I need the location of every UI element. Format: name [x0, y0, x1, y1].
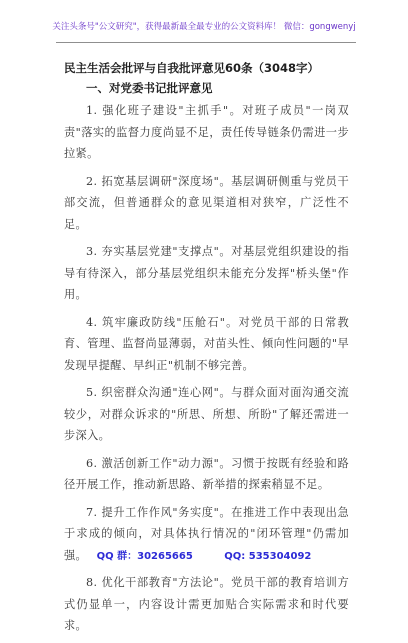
header-divider: [56, 42, 356, 43]
document-title: 民主生活会批评与自我批评意见60条（3048字）: [64, 61, 320, 75]
header-banner: 关注头条号"公文研究"，获得最新最全最专业的公文资料库！ 微信：gongwenyj: [52, 22, 356, 32]
list-item: 1. 强化班子建设"主抓手"。对班子成员"一岗双责"落实的监督力度尚显不足，责任传导链条仍需进一步拉紧。: [64, 104, 349, 160]
list-item: 8. 优化干部教育"方法论"。党员干部的教育培训方式仍显单一，内容设计需更加贴合实际需求和时代要求。: [64, 576, 349, 632]
list-item: 5. 织密群众沟通"连心网"。与群众面对面沟通交流较少，对群众诉求的"所思、所想、所盼"了解还需进一步深入。: [64, 386, 349, 442]
list-item: 4. 筑牢廉政防线"压舱石"。对党员干部的日常教育、管理、监督尚显薄弱，对苗头性、倾向性问题的"早发现早提醒、早纠正"机制不够完善。: [64, 315, 349, 372]
list-item: 6. 激活创新工作"动力源"。习惯于按既有经验和路径开展工作，推动新思路、新举措的探索稍显不足。: [64, 456, 349, 491]
list-item: 7. 提升工作作风"务实度"。在推进工作中表现出急于求成的倾向，对具体执行情况的"闭环管理"仍需加强。: [64, 505, 349, 562]
footer-qq: QQ: 535304092: [224, 551, 312, 562]
footer-contact: [0, 547, 408, 562]
list-item: 3. 夯实基层党建"支撑点"。对基层党组织建设的指导有待深入，部分基层党组织未能充分发挥"桥头堡"作用。: [64, 245, 349, 301]
section-heading: 一、对党委书记批评意见: [86, 81, 213, 95]
footer-qq-group: QQ 群：30265665: [96, 551, 193, 562]
list-item: 2. 拓宽基层调研"深度场"。基层调研侧重与党员干部交流，但普通群众的意见渠道相对狭窄，广泛性不足。: [64, 174, 349, 231]
